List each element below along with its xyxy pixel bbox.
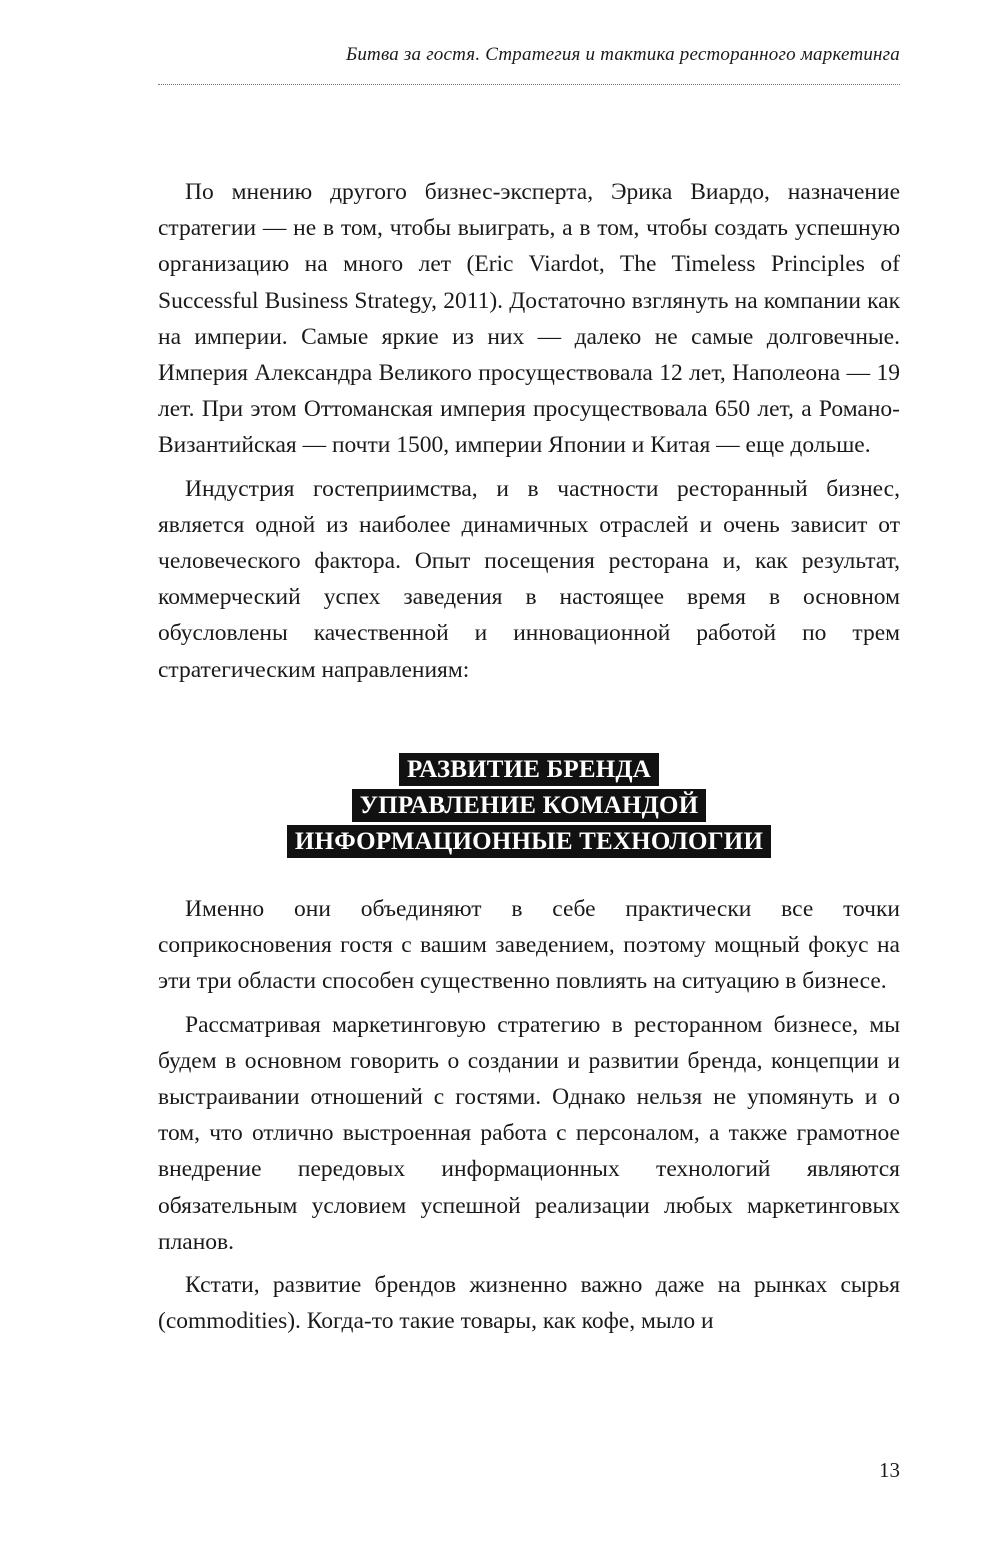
paragraph: Кстати, развитие брендов жизненно важно даже на рынках сырья (commodities). Когда-то такие товары, как кофе, мыло и xyxy=(158,1272,900,1335)
paragraph: Именно они объединяют в себе практически все точки соприкосновения гостя с вашим заведением, поэтому мощный фокус на эти три области способен существенно повлиять на ситуацию в бизнесе. xyxy=(158,896,900,995)
callout-item-it: ИНФОРМАЦИОННЫЕ ТЕХНОЛОГИИ xyxy=(287,825,771,858)
paragraph: По мнению другого бизнес-эксперта, Эрика Виардо, назначение стратегии — не в том, чтобы выиграть, а в том, чтобы создать успешную организацию на много лет (Eric Viardot, The Timeless Principles of Successful Business Strategy, 2011). Достаточно взглянуть на компании как на империи. Самые яркие из них — далеко не самые долговечные. Империя Александра Великого просуществовала 12 лет, Наполеона — 19 лет. При этом Оттоманская империя просуществовала 650 лет, а Романо-Византийская — почти 1500, империи Японии и Китая — еще дольше. xyxy=(158,179,900,459)
text-block-bottom xyxy=(158,891,900,1346)
running-header-title: Битва за гостя. Стратегия и тактика ресторанного маркетинга xyxy=(345,44,900,65)
callout-item-team: УПРАВЛЕНИЕ КОМАНДОЙ xyxy=(352,789,707,822)
callout-item-brand: РАЗВИТИЕ БРЕНДА xyxy=(399,753,659,786)
paragraph: Рассматривая маркетинговую стратегию в ресторанном бизнесе, мы будем в основном говорить о создании и развитии бренда, концепции и выстраивании отношений с гостями. Однако нельзя не упомянуть и о том, что отлично выстроенная работа с персоналом, а также грамотное внедрение передовых информационных технологий являются обязательным условием успешной реализации любых маркетинговых планов. xyxy=(158,1011,900,1255)
page-number: 13 xyxy=(879,1458,900,1482)
strategic-directions-callout xyxy=(158,752,900,860)
header-divider xyxy=(158,84,900,85)
text-block-top xyxy=(158,174,900,695)
paragraph: Индустрия гостеприимства, и в частности ресторанный бизнес, является одной из наиболее динамичных отраслей и очень зависит от человеческого фактора. Опыт посещения ресторана и, как результат, коммерческий успех заведения в настоящее время в основном обусловлены качественной и инновационной работой по трем стратегическим направлениям: xyxy=(158,475,900,683)
